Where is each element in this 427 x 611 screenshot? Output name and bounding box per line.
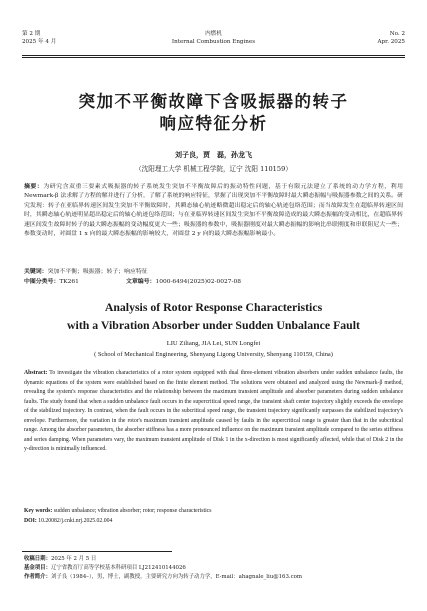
header-rule-thin [22,57,405,58]
en-affiliation: ( School of Mechanical Engineering, Shenyang Ligong University, Shenyang 110159, China) [94,351,333,358]
received-label: 收稿日期： [24,556,51,562]
en-title-line1: Analysis of Rotor Response Characteristics [104,300,323,314]
doi-label: DOI: [24,518,37,524]
article-value: 1000-6494(2025)02-0027-08 [155,279,241,285]
cn-abstract [24,183,403,239]
header-date-en: Apr. 2025 [377,39,405,45]
header-rule [22,55,405,56]
en-doi [24,517,403,526]
cn-title-line1: 突加不平衡故障下含吸振器的转子 [78,92,349,111]
footnote-fund [24,564,403,572]
clc-value: TK261 [59,279,79,285]
cn-authors: 刘子良，贾 磊，孙龙飞 [175,151,252,159]
en-keywords [24,507,403,516]
fund-label: 基金项目： [24,565,51,571]
en-authors: LIU Ziliang, JIA Lei, SUN Longfei [166,340,261,347]
en-keywords-label: Key words: [24,508,53,514]
footnote-rule [22,551,172,552]
en-abstract-text: To investigate the vibration characteristics of a rotor system equipped with dual three-element vibration absorbers under sudden unbalance faults, the dynamic equations of the system were established based on the finite element method. The solutions were obtained and analyzed using the Newmark-β method, revealing the system's response characteristics and the relationship between the maximum transient amplitude and absorber parameters during sudden unbalance faults. The study found that when a sudden unbalance fault occurs in the supercritical speed range, the transient shaft center trajectory slightly exceeds the envelope of the stabilized trajectory. In contrast, when the fault occurs in the subcritical speed range, the transient trajectory significantly surpasses the stabilized trajectory's envelope. Furthermore, the variation in the rotor's maximum transient amplitude caused by faults in the supercritical range is greater than that in the subcritical range. Among the absorber parameters, the absorber stiffness has a more pronounced influence on the maximum transient amplitude compared to the series stiffness and series damping. When parameters vary, the maximum transient amplitude of Disk 1 in the x-direction is most significantly affected, while that of Disk 2 in the y-direction is minimally influenced. [24,370,404,452]
cn-affiliation: （沈阳理工大学 机械工程学院，辽宁 沈阳 110159） [135,165,292,173]
en-abstract [24,369,403,455]
en-keywords-text: sudden unbalance; vibration absorber; rotor; response characteristics [53,508,212,514]
footnote-author [24,573,403,581]
header-number: No. 2 [389,31,405,37]
author-label: 作者简介： [24,574,51,580]
en-title [0,298,427,334]
doi-value: 10.20082/j.cnki.nrj.2025.02.004 [38,518,113,524]
header-date-cn: 2025 年 4 月 [22,39,57,45]
article-label: 文章编号： [126,279,156,285]
header-journal-en: Internal Combustion Engines [171,39,256,45]
footnote-received [24,555,403,563]
cn-keywords-text: 突加不平衡；吸振器；转子；响应特征 [47,269,148,275]
cn-abstract-text: 为研究含双重三要素式吸振器的转子系统发生突加不平衡故障后的振动特性问题，基于有限元法建立了系统的动力学方程，利用 Newmark-β 法求解了方程的解并进行了分析，了解了系统的响应特征，掌握了出现突加不平衡故障时最大瞬态振幅与吸振器参数之间的关系。研究发现：转子在亚临界转速区间发生突加不平衡故障时，其瞬态轴心轨迹略微超出稳定后的轴心轨迹包络范围；而当故障发生在超临界转速区间时，其瞬态轴心轨迹明显超出稳定后的轴心轨迹包络范围；与在亚临界转速区间发生突加不平衡故障造成的最大瞬态振幅的变动相比，在超临界转速区间发生故障时转子的最大瞬态振幅的变动幅度更大一些；吸振器的参数中，吸振器刚度对最大瞬态振幅的影响比串联刚度和串联阻尼大一些；参数变动时，对圆盘 1 x 向的最大瞬态振幅的影响较大，对圆盘 2 y 向的最大瞬态振幅影响最小。 [24,184,404,238]
cn-abstract-label: 摘要： [24,184,44,190]
fund-value: 辽宁省教育厅高等学校基本科研项目 LJ212410144026 [50,565,186,571]
header-issue: 第 2 期 [22,31,41,37]
cn-keywords [24,268,403,277]
cn-title [0,91,427,135]
cn-classification [24,278,403,287]
received-value: 2025 年 2 月 5 日 [50,556,97,562]
cn-keywords-label: 关键词： [24,269,48,275]
clc-label: 中图分类号： [24,279,60,285]
header-journal-cn: 内燃机 [205,31,222,37]
running-header [22,30,405,46]
en-abstract-label: Abstract: [24,370,48,376]
author-value: 刘子良（1984–），男，博士，副教授，主要研究方向为转子动力学，E-mail：ahagnale_liu@163.com [50,574,302,580]
cn-title-line2: 响应特征分析 [159,114,268,133]
en-title-line2: with a Vibration Absorber under Sudden Unbalance Fault [67,318,360,332]
